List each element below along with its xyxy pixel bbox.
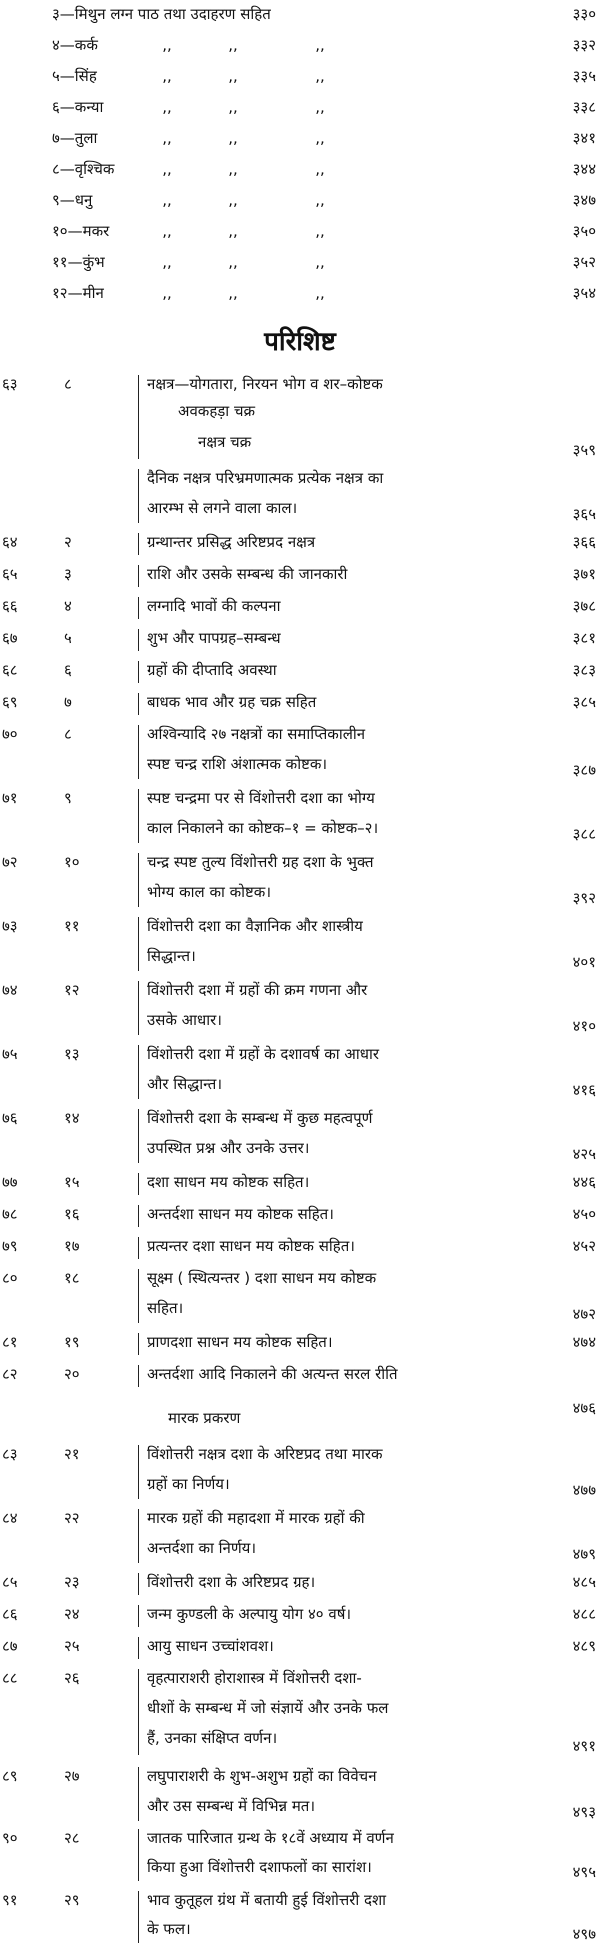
ditto-mark: ,, [162,160,172,178]
page-number: ३७८ [572,597,596,615]
page-number: ३३५ [572,67,596,85]
page-number: ४९७ [572,1925,596,1943]
entry-line: विंशोत्तरी दशा में ग्रहों के दशावर्ष का आधार [147,1045,379,1063]
toc-row [0,978,600,1038]
page-number: ४५२ [572,1237,596,1255]
entry-line: लघुपाराशरी के शुभ-अशुभ ग्रहों का विवेचन [147,1767,377,1785]
sub-number: १२ [64,981,80,999]
ditto-mark: ,, [315,253,325,271]
page-number: ३७१ [572,565,596,583]
row-divider [138,1829,139,1881]
sub-number: २१ [64,1445,80,1463]
ditto-mark: ,, [315,98,325,116]
entry-line: धीशों के सम्बन्ध में जो संज्ञायें और उनके फल [147,1699,389,1717]
sub-number: ८ [64,725,72,743]
row-divider [138,1669,139,1755]
serial-number: ६४ [2,533,18,551]
row-divider [138,597,139,619]
sub-number: ९ [64,789,72,807]
row-divider [138,1109,139,1163]
page-number: ३४७ [572,191,596,209]
toc-row [0,1764,600,1824]
entry-line: नक्षत्र—योगतारा, निरयन भोग व शर–कोष्टक [147,375,383,393]
entry-line: प्राणदशा साधन मय कोष्टक सहित। [147,1333,333,1351]
sub-number: १३ [64,1045,80,1063]
toc-row [0,1666,600,1758]
entry-line: मारक ग्रहों की महादशा में मारक ग्रहों की [147,1509,365,1527]
ditto-mark: ,, [228,129,238,147]
toc-row [0,1570,600,1598]
entry-line: शुभ और पापग्रह–सम्बन्ध [147,629,281,647]
sub-number: १९ [64,1333,80,1351]
row-divider [138,1445,139,1499]
entry-line: किया हुआ विंशोत्तरी दशाफलों का सारांश। [147,1858,372,1876]
row-divider [138,1269,139,1323]
lagna-row [0,250,600,274]
serial-number: ८२ [2,1365,18,1383]
toc-row [0,562,600,590]
page-number: ४४६ [572,1173,596,1191]
row-divider [138,1333,139,1355]
serial-number: ७४ [2,981,18,999]
toc-row [0,1266,600,1326]
entry-line: भाव कुतूहल ग्रंथ में बतायी हुई विंशोत्तरी दशा [147,1891,387,1909]
lagna-row [0,64,600,88]
row-divider [138,789,139,843]
toc-row [0,1506,600,1566]
sub-number: २६ [64,1669,80,1687]
page-number: ४८९ [572,1637,596,1655]
ditto-mark: ,, [228,191,238,209]
page-number: ३५४ [572,284,596,302]
row-divider [138,1365,139,1387]
entry-line: और सिद्धान्त। [147,1075,222,1093]
page-number: ३४४ [572,160,596,178]
page-number: ३६६ [572,533,596,551]
entry-line: के फल। [147,1920,191,1938]
page-number: ४९१ [572,1737,596,1755]
serial-number: ९० [2,1829,18,1847]
page-number: ४७७ [572,1481,596,1499]
row-divider [138,693,139,715]
page-number: ३८८ [572,825,596,843]
entry-line: वृहत्पाराशरी होराशास्त्र में विंशोत्तरी दशा- [147,1669,362,1687]
entry-line: बाधक भाव और ग्रह चक्र सहित [147,693,317,711]
page-number: ४८५ [572,1573,596,1591]
entry-line: विंशोत्तरी नक्षत्र दशा के अरिष्टप्रद तथा मारक [147,1445,383,1463]
entry-line: स्पष्ट चन्द्र राशि अंशात्मक कोष्टक। [147,755,328,773]
page-number: ३३२ [572,36,596,54]
entry-line: सहित। [147,1299,184,1317]
page-number: ४७९ [572,1545,596,1563]
page-number: ३८५ [572,693,596,711]
row-divider [138,981,139,1035]
page-number: ३८३ [572,661,596,679]
page-number: ३५९ [572,441,596,459]
row-divider [138,1509,139,1563]
page-number: ४७६ [572,1399,596,1417]
sub-number: १४ [64,1109,80,1127]
sub-number: १५ [64,1173,80,1191]
entry-line: भोग्य काल का कोष्टक। [147,883,271,901]
sub-number: २७ [64,1767,80,1785]
toc-row [0,1202,600,1230]
page-number: ४०१ [572,953,596,971]
toc-row [0,1634,600,1662]
row-divider [138,1205,139,1227]
sub-number: ११ [64,917,80,935]
entry-line: ग्रन्थान्तर प्रसिद्ध अरिष्टप्रद नक्षत्र [147,533,316,551]
toc-row [0,1362,600,1417]
page-number: ३८१ [572,629,596,647]
page-number: ४५० [572,1205,596,1223]
ditto-mark: ,, [162,222,172,240]
sub-number: २५ [64,1637,80,1655]
entry-line: जन्म कुण्डली के अल्पायु योग ४० वर्ष। [147,1605,352,1623]
row-divider [138,629,139,651]
ditto-mark: ,, [228,36,238,54]
serial-number: ९१ [2,1891,18,1909]
row-divider [138,853,139,907]
serial-number: ८७ [2,1637,18,1655]
entry-line: जातक पारिजात ग्रन्थ के १८वें अध्याय में वर्णन [147,1829,394,1847]
toc-row [0,1106,600,1166]
entry-line: दशा साधन मय कोष्टक सहित। [147,1173,310,1191]
lagna-row [0,219,600,243]
serial-number: ८४ [2,1509,18,1527]
page-number: ३९२ [572,889,596,907]
serial-number: ६७ [2,629,18,647]
page-number: ३४१ [572,129,596,147]
sub-number: ५ [64,629,72,647]
toc-row [0,690,600,718]
entry-line: अन्तर्दशा आदि निकालने की अत्यन्त सरल रीति [147,1365,398,1383]
toc-row [0,1442,600,1502]
appendix-heading: परिशिष्ट [264,327,336,357]
toc-row [0,1602,600,1630]
lagna-row [0,157,600,181]
sub-number: १० [64,853,80,871]
ditto-mark: ,, [162,67,172,85]
sub-number: ३ [64,565,72,583]
row-divider [138,533,139,555]
serial-number: ७१ [2,789,18,807]
ditto-mark: ,, [228,98,238,116]
page-number: ३५२ [572,253,596,271]
lagna-name: १२—मीन [52,284,104,302]
entry-line: सिद्धान्त। [147,947,196,965]
toc-row [0,850,600,910]
entry-line: अश्विन्यादि २७ नक्षत्रों का समाप्तिकालीन [147,725,366,743]
row-divider [138,469,139,523]
entry-line: लग्नादि भावों की कल्पना [147,597,281,615]
entry-line: अन्तर्दशा साधन मय कोष्टक सहित। [147,1205,334,1223]
sub-number: ४ [64,597,72,615]
row-divider [138,1573,139,1595]
entry-line: अवकहड़ा चक्र [178,402,256,420]
serial-number: ६५ [2,565,18,583]
toc-row [0,530,600,558]
serial-number: ८० [2,1269,18,1287]
sub-number: २३ [64,1573,80,1591]
lagna-name: ८—वृश्चिक [52,160,115,178]
entry-line: राशि और उसके सम्बन्ध की जानकारी [147,565,348,583]
entry-line: आरम्भ से लगने वाला काल। [147,499,298,517]
entry-line: सूक्ष्म ( स्थित्यन्तर ) दशा साधन मय कोष्टक [147,1269,377,1287]
serial-number: ८१ [2,1333,18,1351]
lagna-name: ११—कुंभ [52,253,105,271]
entry-line: ग्रहों की दीप्तादि अवस्था [147,661,277,679]
entry-line: दैनिक नक्षत्र परिभ्रमणात्मक प्रत्येक नक्षत्र का [147,469,384,487]
toc-row [0,786,600,846]
row-divider [138,917,139,971]
sub-number: २० [64,1365,80,1383]
sub-number: ७ [64,693,72,711]
page-number: ४१० [572,1017,596,1035]
toc-row [0,1042,600,1102]
serial-number: ७३ [2,917,18,935]
lagna-row [0,281,600,305]
toc-row [0,594,600,622]
sub-number: ८ [64,375,72,393]
entry-line: नक्षत्र चक्र [198,433,252,451]
sub-number: २ [64,533,72,551]
sub-number: ६ [64,661,72,679]
serial-number: ८३ [2,1445,18,1463]
ditto-mark: ,, [228,160,238,178]
row-divider [138,1637,139,1659]
row-divider [138,1891,139,1943]
page-number: ४७४ [572,1333,596,1351]
ditto-mark: ,, [162,36,172,54]
toc-row [0,1234,600,1262]
entry-line: उपस्थित प्रश्न और उनके उत्तर। [147,1139,310,1157]
toc-row [0,1826,600,1884]
entry-line: ग्रहों का निर्णय। [147,1475,230,1493]
serial-number: ७८ [2,1205,18,1223]
section-subheading [0,1406,600,1436]
page-number: ४२५ [572,1145,596,1163]
row-divider [138,1767,139,1821]
lagna-row [0,95,600,119]
serial-number: ७५ [2,1045,18,1063]
lagna-name: ५—सिंह [52,67,97,85]
row-divider [138,375,139,459]
ditto-mark: ,, [315,160,325,178]
row-divider [138,1045,139,1099]
row-divider [138,725,139,779]
lagna-name: ७—तुला [52,129,98,147]
page-number: ३८७ [572,761,596,779]
ditto-mark: ,, [162,129,172,147]
entry-line: विंशोत्तरी दशा के अरिष्टप्रद ग्रह। [147,1573,316,1591]
lagna-row [0,188,600,212]
lagna-row [0,126,600,150]
row-divider [138,1173,139,1195]
toc-row [0,1888,600,1946]
serial-number: ६८ [2,661,18,679]
entry-line: आयु साधन उच्चांशवश। [147,1637,274,1655]
serial-number: ७२ [2,853,18,871]
ditto-mark: ,, [228,67,238,85]
ditto-mark: ,, [228,222,238,240]
lagna-row [0,2,600,26]
page-number: ३३८ [572,98,596,116]
entry-line: और उस सम्बन्ध में विभिन्न मत। [147,1797,316,1815]
serial-number: ८५ [2,1573,18,1591]
row-divider [138,661,139,683]
subheading-label: मारक प्रकरण [168,1409,241,1427]
serial-number: ७० [2,725,18,743]
ditto-mark: ,, [228,253,238,271]
entry-line: विंशोत्तरी दशा में ग्रहों की क्रम गणना और [147,981,368,999]
toc-row [0,466,600,526]
row-divider [138,1237,139,1259]
toc-row [0,722,600,782]
serial-number: ७७ [2,1173,18,1191]
page-number: ३५० [572,222,596,240]
serial-number: ६६ [2,597,18,615]
ditto-mark: ,, [228,284,238,302]
serial-number: ८८ [2,1669,18,1687]
entry-line: उसके आधार। [147,1011,222,1029]
ditto-mark: ,, [162,284,172,302]
row-divider [138,565,139,587]
sub-number: १७ [64,1237,80,1255]
ditto-mark: ,, [315,67,325,85]
serial-number: ६९ [2,693,18,711]
entry-line: विंशोत्तरी दशा के सम्बन्ध में कुछ महत्वपूर्ण [147,1109,373,1127]
entry-line: प्रत्यन्तर दशा साधन मय कोष्टक सहित। [147,1237,355,1255]
ditto-mark: ,, [162,253,172,271]
toc-row [0,1170,600,1198]
toc-row [0,914,600,974]
page-number: ४९५ [572,1863,596,1881]
sub-number: २९ [64,1891,80,1909]
sub-number: २८ [64,1829,80,1847]
entry-line: अन्तर्दशा का निर्णय। [147,1539,257,1557]
lagna-row [0,33,600,57]
lagna-name: १०—मकर [52,222,110,240]
ditto-mark: ,, [315,222,325,240]
entry-line: चन्द्र स्पष्ट तुल्य विंशोत्तरी ग्रह दशा के भुक्त [147,853,374,871]
entry-line: काल निकालने का कोष्टक–१ = कोष्टक–२। [147,819,379,837]
serial-number: ८६ [2,1605,18,1623]
ditto-mark: ,, [315,191,325,209]
lagna-name: ६—कन्या [52,98,104,116]
ditto-mark: ,, [162,98,172,116]
lagna-name: ४—कर्क [52,36,98,54]
row-divider [138,1605,139,1627]
page-number: ४१६ [572,1081,596,1099]
page-number: ४८८ [572,1605,596,1623]
page-number: ४९३ [572,1803,596,1821]
page-number: ४७२ [572,1305,596,1323]
serial-number: ७९ [2,1237,18,1255]
toc-row [0,1330,600,1358]
ditto-mark: ,, [315,36,325,54]
ditto-mark: ,, [162,191,172,209]
sub-number: २४ [64,1605,80,1623]
entry-line: विंशोत्तरी दशा का वैज्ञानिक और शास्त्रीय [147,917,363,935]
page-number: ३३० [572,5,596,23]
toc-row [0,658,600,686]
sub-number: १८ [64,1269,80,1287]
page-number: ३६५ [572,505,596,523]
ditto-mark: ,, [315,284,325,302]
entry-line: स्पष्ट चन्द्रमा पर से विंशोत्तरी दशा का भोग्य [147,789,375,807]
sub-number: २२ [64,1509,80,1527]
lagna-name: ३—मिथुन लग्न पाठ तथा उदाहरण सहित [52,5,271,23]
toc-row [0,372,600,462]
entry-line: हैं, उनका संक्षिप्त वर्णन। [147,1729,278,1747]
toc-row [0,626,600,654]
serial-number: ६३ [2,375,18,393]
ditto-mark: ,, [315,129,325,147]
lagna-name: ९—धनु [52,191,93,209]
serial-number: ८९ [2,1767,18,1785]
serial-number: ७६ [2,1109,18,1127]
sub-number: १६ [64,1205,80,1223]
